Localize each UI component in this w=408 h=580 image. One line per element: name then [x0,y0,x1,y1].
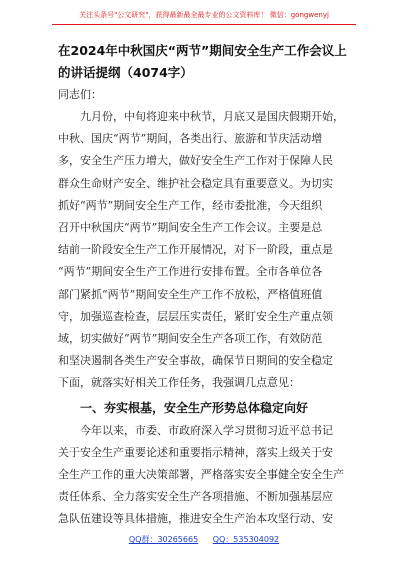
footer-contact [0,534,408,545]
header-banner: 关注头条号"公文研究"，获得最新最全最专业的公文资料库！ 微信：gongwenyj [79,11,329,19]
section-paragraph [58,420,358,531]
paragraph-line: 下面，就落实好相关工作任务，我强调几点意见： [58,376,300,390]
paragraph-line: 守，加强巡查检查，层层压实责任，紧盯安全生产重点领 [58,309,333,323]
paragraph-line: 群众生命财产安全、维护社会稳定具有重要意义。为切实 [58,176,333,190]
section-heading: 一、夯实根基，安全生产形势总体稳定向好 [80,400,309,415]
salutation: 同志们： [58,88,102,101]
paragraph-line: 责任体系、全力落实安全生产各项措施、不断加强基层应 [58,490,333,504]
paragraph-line: 结前一阶段安全生产工作开展情况，对下一阶段，重点是 [58,243,333,257]
paragraph-line: 域，切实做好“两节”期间安全生产各项工作，有效防范 [58,332,323,346]
document-title: 在2024年中秋国庆“两节”期间安全生产工作会议上的讲话提纲（4074字） [58,43,347,80]
paragraph-line: 今年以来，市委、市政府深入学习贯彻习近平总书记 [58,423,333,437]
paragraph-line: 多，安全生产压力增大，做好安全生产工作对于保障人民 [58,154,333,168]
header-divider [52,24,356,25]
paragraph-line: 全生产工作的重大决策部署，严格落实安全事健全安全生产 [58,468,344,482]
intro-paragraph [58,106,358,395]
paragraph-line: 关于安全生产重要论述和重要指示精神，落实上级关于安 [58,445,333,459]
footer-qq-group[interactable]: QQ群：30265665 [128,535,199,544]
footer-qq[interactable]: QQ：535304092 [212,535,280,544]
paragraph-line: 九月份，中旬将迎来中秋节，月底又是国庆假期开始， [58,110,344,123]
paragraph-line: 急队伍建设等具体措施，推进安全生产治本攻坚行动、安 [58,512,333,526]
paragraph-line: 部门紧抓“两节”期间安全生产工作不放松，严格值班值 [58,287,323,301]
paragraph-line: 和坚决遏制各类生产安全事故，确保节日期间的安全稳定 [58,354,333,368]
paragraph-line: 召开中秋国庆“两节”期间安全生产工作会议。主要是总 [58,221,323,235]
paragraph-line: 中秋、国庆“两节”期间，各类出行、旅游和节庆活动增 [58,132,323,146]
paragraph-line: “两节”期间安全生产工作进行安排布置。全市各单位各 [58,265,323,279]
paragraph-line: 抓好“两节”期间安全生产工作，经市委批准，今天组织 [58,198,323,212]
document-body [58,40,358,531]
